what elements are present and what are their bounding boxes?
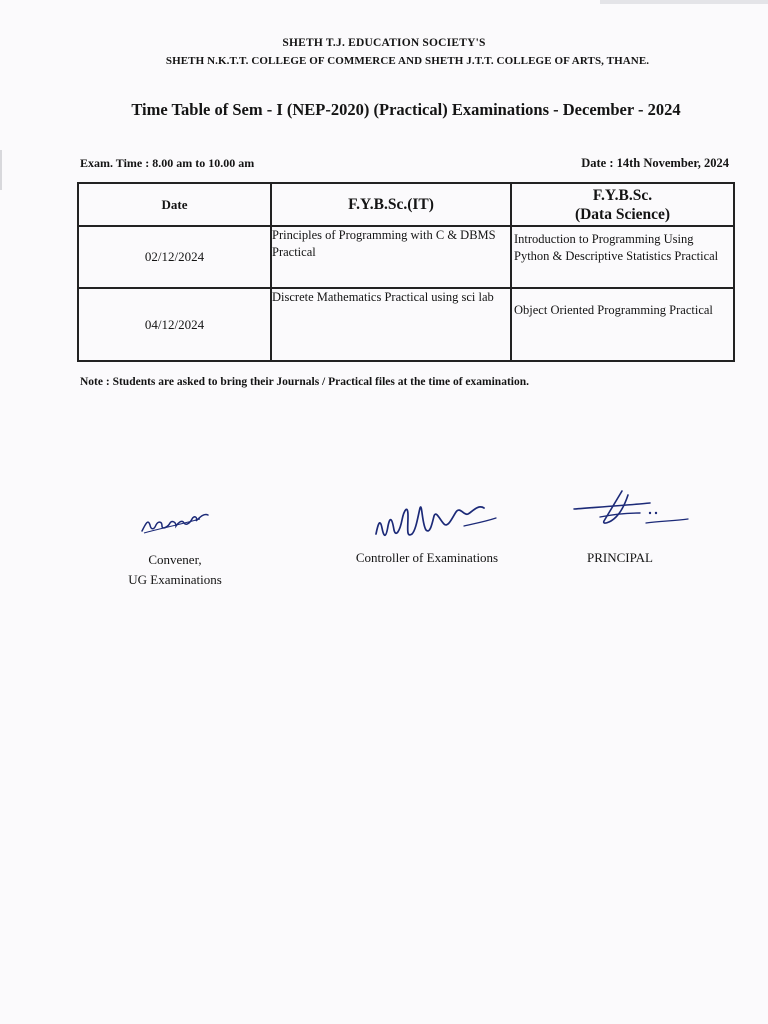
timetable: [77, 182, 735, 362]
principal-signature: [570, 487, 692, 531]
issue-date: Date : 14th November, 2024: [581, 156, 729, 170]
controller-signature: [372, 494, 502, 550]
row-ds-course: Introduction to Programming Using Python & Descriptive Statistics Practical: [511, 226, 734, 288]
convener-title: Convener,: [148, 552, 202, 567]
row-it-course: Principles of Programming with C & DBMS Practical: [271, 226, 511, 288]
row-date: 02/12/2024: [78, 226, 271, 288]
table-row: [78, 226, 734, 288]
row-ds-course: Object Oriented Programming Practical: [511, 288, 734, 361]
convener-subtitle: UG Examinations: [128, 572, 222, 587]
scan-margin-mark: [0, 150, 2, 190]
header-date: Date: [78, 183, 271, 226]
exam-note: Note : Students are asked to bring their Journals / Practical files at the time of examination.: [80, 376, 529, 388]
college-name: SHETH N.K.T.T. COLLEGE OF COMMERCE AND SHETH J.T.T. COLLEGE OF ARTS, THANE.: [165, 55, 650, 67]
principal-title: PRINCIPAL: [587, 550, 653, 565]
header-ds-line1: F.Y.B.Sc.: [592, 186, 653, 204]
society-name: SHETH T.J. EDUCATION SOCIETY'S: [282, 37, 486, 49]
row-it-course: Discrete Mathematics Practical using sci lab: [271, 288, 511, 361]
header-it: F.Y.B.Sc.(IT): [271, 183, 511, 226]
table-header-row: [78, 183, 734, 226]
exam-time: Exam. Time : 8.00 am to 10.00 am: [80, 156, 255, 170]
scan-edge-mark: [600, 0, 768, 4]
header-ds: [511, 183, 734, 226]
row-date: 04/12/2024: [78, 288, 271, 361]
table-row: [78, 288, 734, 361]
convener-signature: [138, 503, 218, 539]
controller-title: Controller of Examinations: [355, 550, 499, 565]
header-ds-line2: (Data Science): [574, 205, 671, 223]
page-title: Time Table of Sem - I (NEP-2020) (Practical) Examinations - December - 2024: [131, 100, 681, 119]
